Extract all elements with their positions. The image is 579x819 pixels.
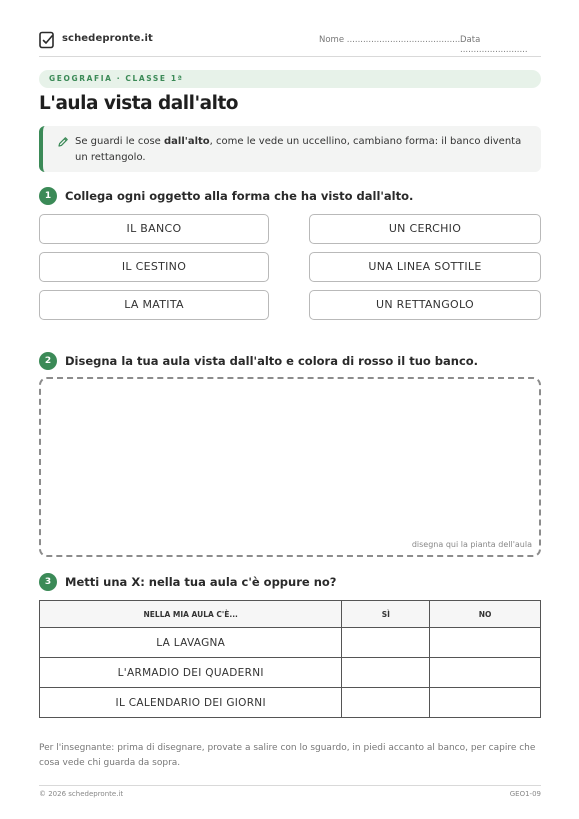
row-item-label: LA LAVAGNA: [40, 628, 342, 658]
section-3-title: Metti una X: nella tua aula c'è oppure no?: [65, 575, 337, 589]
worksheet-page: [39, 0, 541, 819]
drawing-area[interactable]: [39, 377, 541, 557]
name-field[interactable]: Nome ..........................................: [319, 35, 461, 45]
header-divider: [39, 56, 541, 57]
pencil-icon: [57, 136, 69, 148]
checklist-table: [39, 600, 541, 718]
table-row: [40, 628, 541, 658]
section-2-title: Disegna la tua aula vista dall'alto e colora di rosso il tuo banco.: [65, 354, 479, 368]
section-1-header: [39, 187, 541, 207]
no-checkbox-cell[interactable]: [430, 658, 541, 688]
row-item-label: IL CALENDARIO DEI GIORNI: [40, 688, 342, 718]
match-left-item[interactable]: IL CESTINO: [39, 252, 269, 282]
section-3-header: [39, 573, 541, 593]
table-row: [40, 658, 541, 688]
section-3-number: 3: [39, 573, 57, 591]
column-header-yes: SÌ: [342, 601, 430, 628]
section-1-title: Collega ogni oggetto alla forma che ha visto dall'alto.: [65, 189, 414, 203]
row-item-label: L'ARMADIO DEI QUADERNI: [40, 658, 342, 688]
subject-tag-label: GEOGRAFIA · CLASSE 1ª: [49, 74, 184, 83]
header: [39, 30, 541, 55]
footer-divider: [39, 785, 541, 786]
no-checkbox-cell[interactable]: [430, 628, 541, 658]
info-box: [39, 126, 541, 172]
footer-copyright: © 2026 schedepronte.it: [39, 790, 124, 798]
section-2-header: [39, 352, 541, 372]
page-check-icon: [39, 31, 55, 49]
match-right-item[interactable]: UNA LINEA SOTTILE: [309, 252, 541, 282]
yes-checkbox-cell[interactable]: [342, 688, 430, 718]
section-2-number: 2: [39, 352, 57, 370]
footer-code: GEO1-09: [509, 790, 541, 798]
subject-tag: [39, 70, 541, 88]
no-checkbox-cell[interactable]: [430, 688, 541, 718]
yes-checkbox-cell[interactable]: [342, 628, 430, 658]
brand-name: schedepronte.it: [62, 33, 153, 44]
date-field[interactable]: Data .........................: [460, 35, 528, 55]
column-header-no: NO: [430, 601, 541, 628]
page-title: L'aula vista dall'alto: [39, 93, 239, 114]
teacher-note: Per l'insegnante: prima di disegnare, provate a salire con lo sguardo, in piedi accanto al banco, per capire che cosa vede chi guarda da sopra.: [39, 743, 536, 768]
section-1-number: 1: [39, 187, 57, 205]
drawing-hint: disegna qui la pianta dell'aula: [411, 540, 532, 549]
match-left-item[interactable]: LA MATITA: [39, 290, 269, 320]
match-right-item[interactable]: UN RETTANGOLO: [309, 290, 541, 320]
match-right-item[interactable]: UN CERCHIO: [309, 214, 541, 244]
yes-checkbox-cell[interactable]: [342, 658, 430, 688]
match-left-item[interactable]: IL BANCO: [39, 214, 269, 244]
table-header-row: [40, 601, 541, 628]
table-row: [40, 688, 541, 718]
info-text: Se guardi le cose dall'alto, come le vede un uccellino, cambiano forma: il banco diventa un rettangolo.: [75, 136, 522, 163]
column-header-item: NELLA MIA AULA C'È...: [40, 601, 342, 628]
